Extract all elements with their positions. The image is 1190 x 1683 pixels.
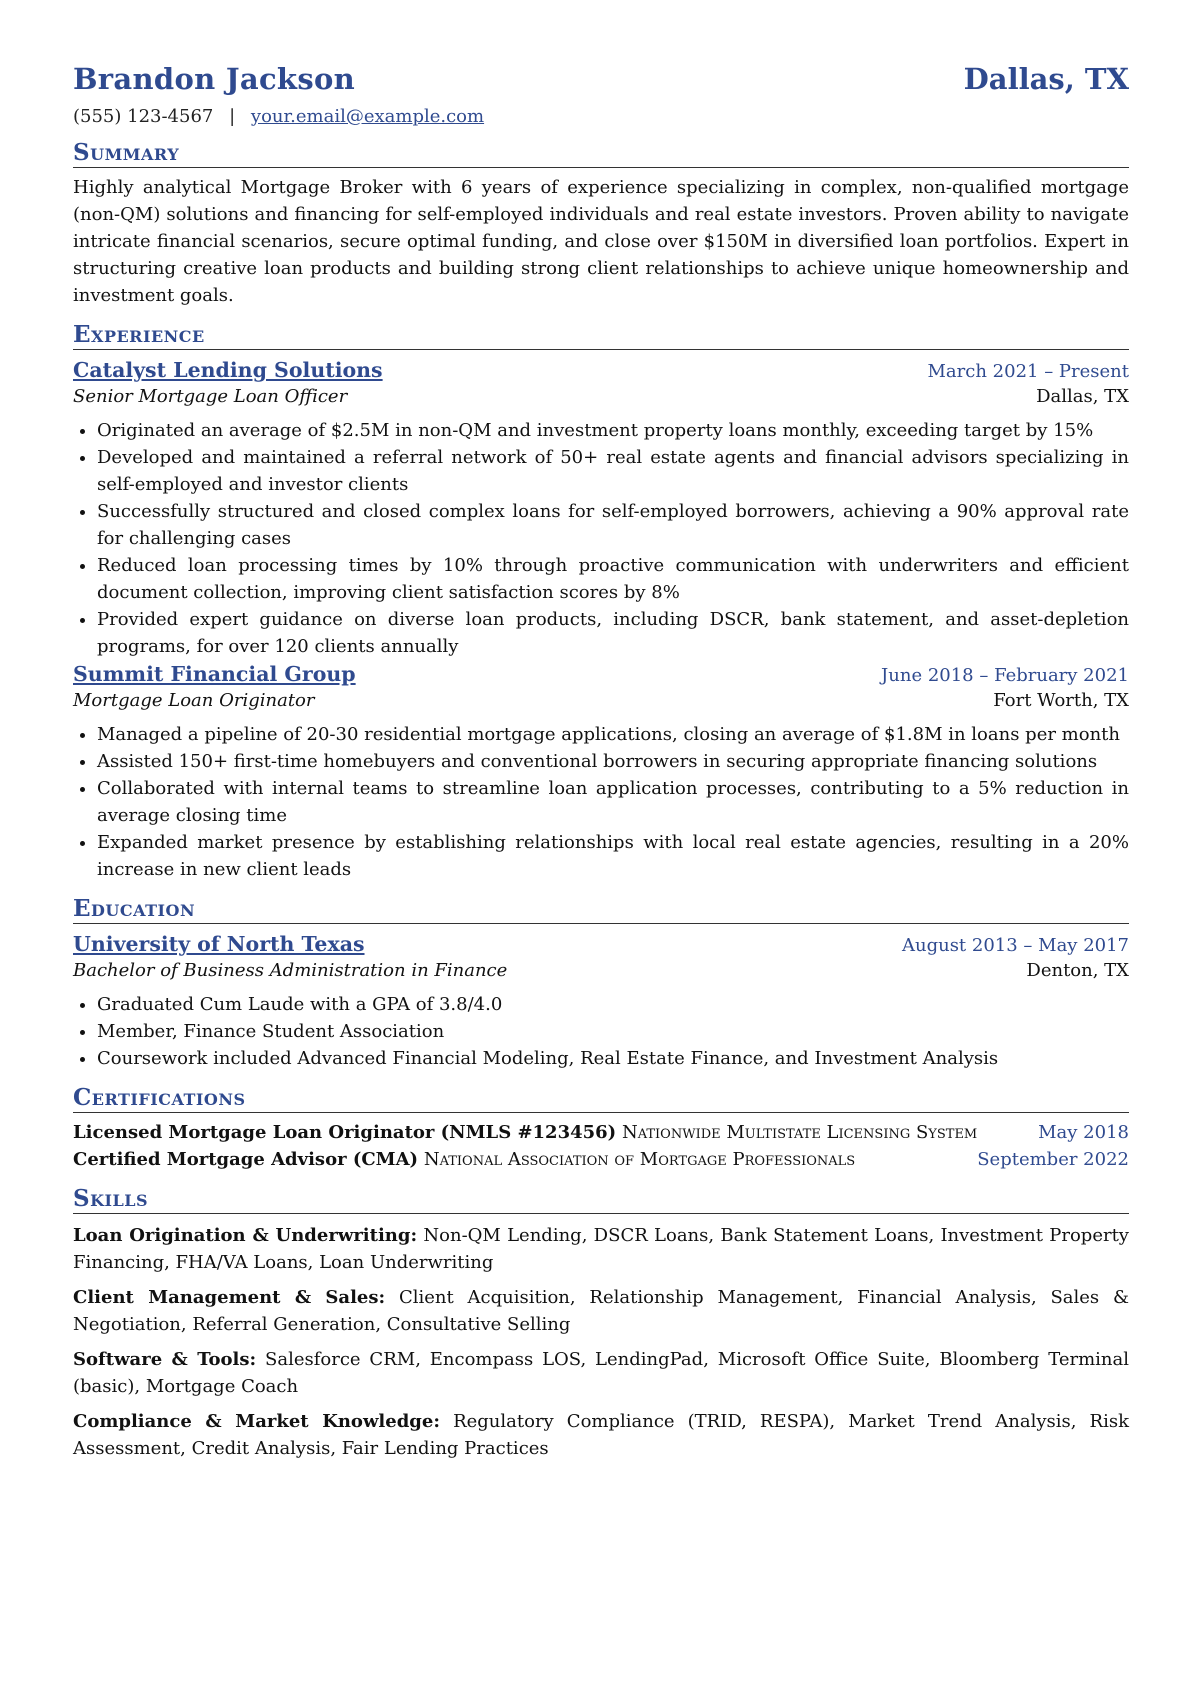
bullet-item: • Reduced loan processing times by 10% through proactive communication with underwriters and efficient document collection, improving client satisfaction scores by 8% [97, 552, 1129, 606]
skill-values: Regulatory Compliance (TRID, RESPA), Market Trend Analysis, Risk Assessment, Credit Analysis, Fair Lending Practices [73, 1411, 1130, 1459]
bullet-item: • Provided expert guidance on diverse loan products, including DSCR, bank statement, and asset-depletion programs, for over 120 clients annually [97, 606, 1129, 660]
skill-values: Salesforce CRM, Encompass LOS, LendingPad, Microsoft Office Suite, Bloomberg Terminal (basic), Mortgage Coach [73, 1349, 1129, 1397]
bullet-item: • Managed a pipeline of 20-30 residential mortgage applications, closing an average of $1.8M in loans per month [97, 721, 1129, 748]
skill-group [73, 1284, 1129, 1338]
job-dates: March 2021 – Present [927, 361, 1129, 382]
education-entry [73, 932, 1129, 1072]
summary-heading: Summary [73, 139, 1129, 168]
job-entry [73, 662, 1129, 883]
certification-date: September 2022 [977, 1149, 1129, 1170]
job-bullets [73, 417, 1129, 660]
bullet-item: • Graduated Cum Laude with a GPA of 3.8/4.0 [97, 991, 1129, 1018]
certifications-heading: Certifications [73, 1084, 1129, 1113]
candidate-location: Dallas, TX [963, 62, 1129, 96]
company-link[interactable]: Summit Financial Group [73, 662, 356, 686]
resume-page [73, 62, 1129, 1462]
summary-text: Highly analytical Mortgage Broker with 6 years of experience specializing in complex, non-qualified mortgage (non-QM) solutions and financing for self-employed individuals and real estate investors. Proven ability to navigate intricate financial scenarios, secure optimal funding, and close over $150M in diversified loan portfolios. Expert in structuring creative loan products and building strong client relationships to achieve unique homeownership and investment goals. [73, 177, 1129, 306]
skills-heading: Skills [73, 1185, 1129, 1214]
skill-category: Software & Tools: [73, 1349, 257, 1370]
bullet-item: • Collaborated with internal teams to streamline loan application processes, contributing to a 5% reduction in average closing time [97, 775, 1129, 829]
bullet-item: • Coursework included Advanced Financial Modeling, Real Estate Finance, and Investment Analysis [97, 1045, 1129, 1072]
bullet-item: • Successfully structured and closed complex loans for self-employed borrowers, achieving a 90% approval rate for challenging cases [97, 498, 1129, 552]
skills-list [73, 1222, 1129, 1462]
skill-values: Client Acquisition, Relationship Management, Financial Analysis, Sales & Negotiation, Referral Generation, Consultative Selling [73, 1287, 1129, 1335]
company-link[interactable]: Catalyst Lending Solutions [73, 358, 383, 382]
candidate-name: Brandon Jackson [73, 62, 355, 96]
bullet-item: • Member, Finance Student Association [97, 1018, 1129, 1045]
job-bullets [73, 721, 1129, 883]
certification-issuer: National Association of Mortgage Professionals [423, 1149, 856, 1170]
phone-number: (555) 123-4567 [73, 106, 214, 127]
skill-group [73, 1222, 1129, 1276]
skill-group [73, 1408, 1129, 1462]
bullet-item: • Originated an average of $2.5M in non-QM and investment property loans monthly, exceeding target by 15% [97, 417, 1129, 444]
bullet-item: • Developed and maintained a referral network of 50+ real estate agents and financial advisors specializing in self-employed and investor clients [97, 444, 1129, 498]
education-bullets [73, 991, 1129, 1072]
skill-category: Compliance & Market Knowledge: [73, 1411, 440, 1432]
certification-issuer: Nationwide Multistate Licensing System [621, 1122, 978, 1143]
bullet-item: • Expanded market presence by establishing relationships with local real estate agencies, resulting in a 20% increase in new client leads [97, 829, 1129, 883]
job-dates: June 2018 – February 2021 [881, 665, 1129, 686]
certification-item [73, 1146, 1129, 1173]
skill-category: Loan Origination & Underwriting: [73, 1225, 418, 1246]
certifications-list [73, 1119, 1129, 1173]
job-location: Fort Worth, TX [993, 690, 1129, 711]
experience-heading: Experience [73, 321, 1129, 350]
contact-separator: | [229, 106, 236, 127]
contact-line [73, 106, 1129, 127]
education-dates: August 2013 – May 2017 [901, 935, 1129, 956]
skill-values: Non-QM Lending, DSCR Loans, Bank Statement Loans, Investment Property Financing, FHA/VA Loans, Loan Underwriting [73, 1225, 1129, 1273]
header [73, 62, 1129, 96]
job-title: Senior Mortgage Loan Officer [73, 386, 348, 407]
certification-item [73, 1119, 1129, 1146]
certification-date: May 2018 [1038, 1122, 1129, 1143]
bullet-item: • Assisted 150+ first-time homebuyers and conventional borrowers in securing appropriate financing solutions [97, 748, 1129, 775]
degree: Bachelor of Business Administration in Finance [73, 960, 508, 981]
skill-group [73, 1346, 1129, 1400]
certification-name: Licensed Mortgage Loan Originator (NMLS #123456) [73, 1122, 617, 1143]
school-link[interactable]: University of North Texas [73, 932, 365, 956]
education-location: Denton, TX [1026, 960, 1129, 981]
job-location: Dallas, TX [1036, 386, 1129, 407]
email-link[interactable]: your.email@example.com [250, 106, 485, 127]
certification-name: Certified Mortgage Advisor (CMA) [73, 1149, 419, 1170]
skill-category: Client Management & Sales: [73, 1287, 386, 1308]
education-heading: Education [73, 895, 1129, 924]
job-title: Mortgage Loan Originator [73, 690, 315, 711]
job-entry [73, 358, 1129, 660]
